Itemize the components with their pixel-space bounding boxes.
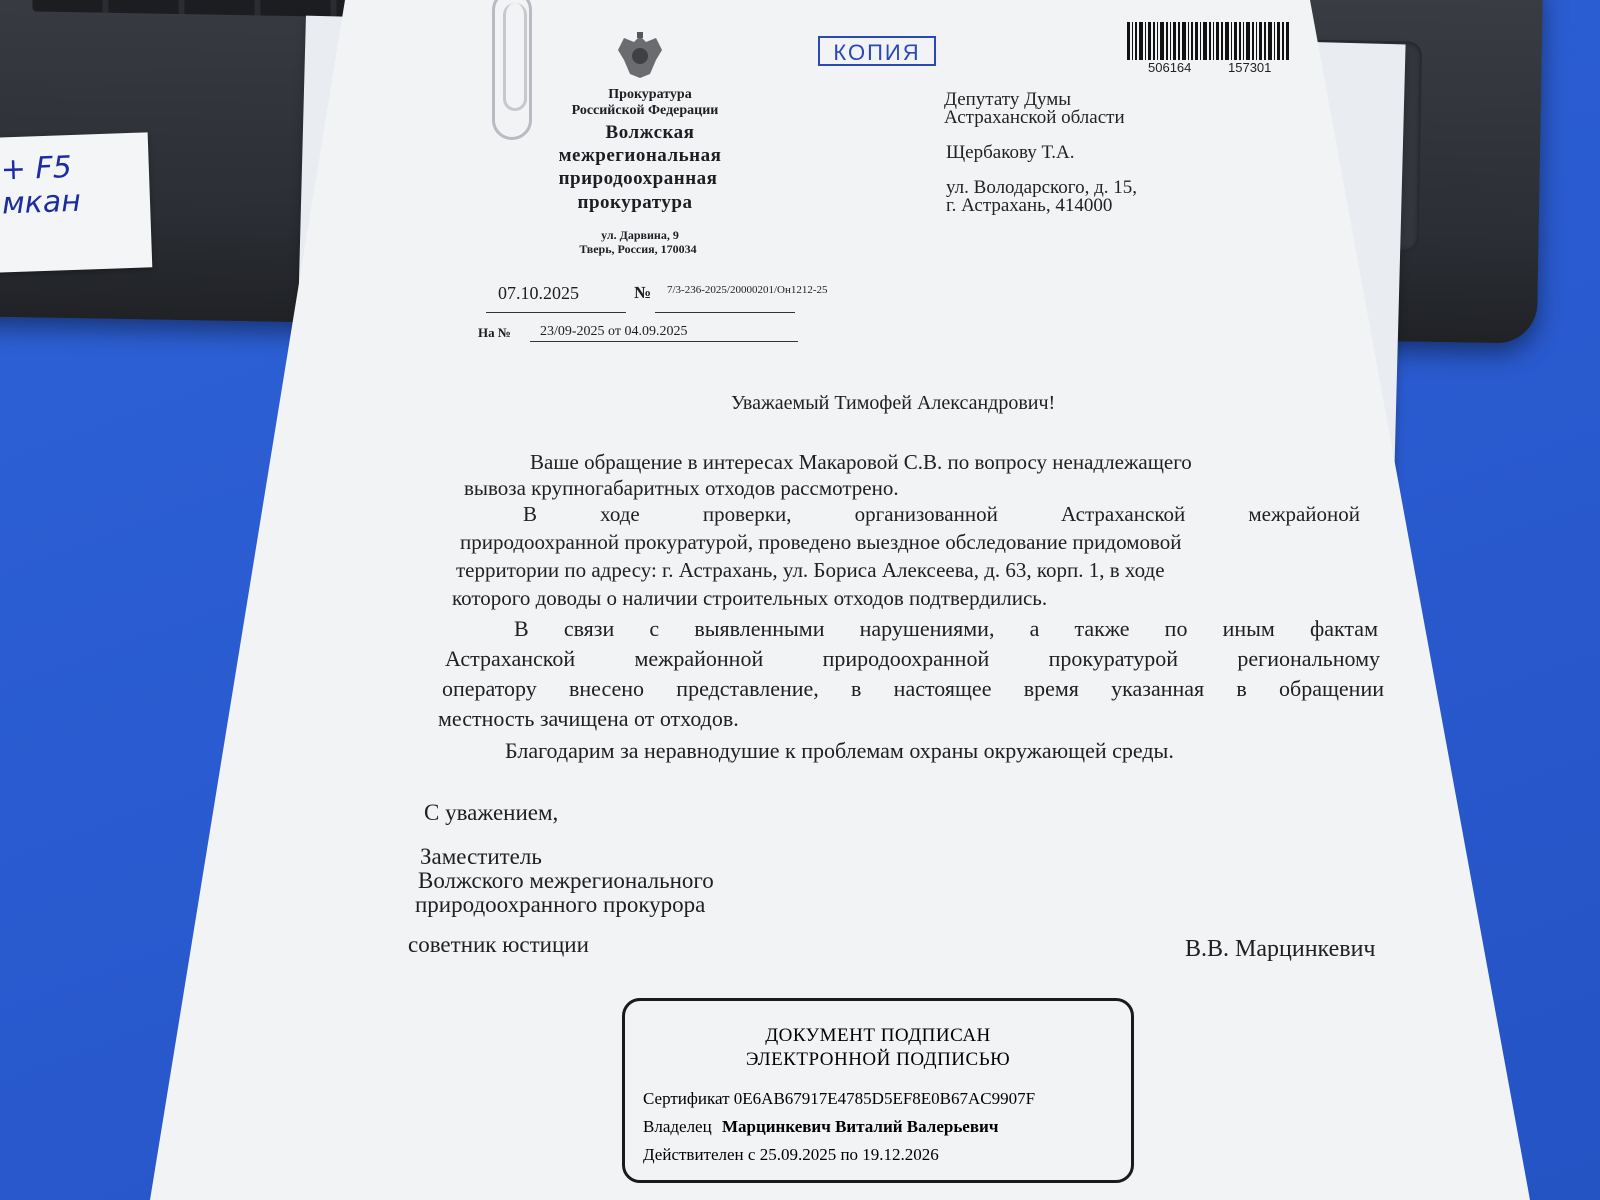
signer-rank: советник юстиции bbox=[408, 932, 589, 957]
letter-line: Астраханской межрайонной природоохранной прокуратурой региональному bbox=[445, 646, 1380, 671]
stamp-owner-label: Владелец bbox=[643, 1117, 712, 1136]
org-line-1: Прокуратура bbox=[608, 87, 692, 102]
signature-stamp bbox=[622, 998, 1134, 1183]
recipient-line-2: Астраханской области bbox=[944, 107, 1125, 128]
stamp-owner-name: Марцинкевич Виталий Валерьевич bbox=[721, 1117, 999, 1136]
letter-line: местность зачищена от отходов. bbox=[438, 706, 739, 731]
number-underline bbox=[655, 312, 795, 313]
letter-line: В связи с выявленными нарушениями, а также по иным фактам bbox=[514, 616, 1378, 641]
greeting: Уважаемый Тимофей Александрович! bbox=[731, 392, 1056, 414]
signer-title-2: Волжского межрегионального bbox=[418, 868, 714, 893]
org-address-2: Тверь, Россия, 170034 bbox=[579, 242, 697, 256]
signer-name: В.В. Марцинкевич bbox=[1185, 936, 1376, 962]
laptop-keys bbox=[32, 0, 352, 17]
letter-date: 07.10.2025 bbox=[498, 283, 579, 303]
org-line-5: природоохранная bbox=[558, 168, 718, 189]
date-underline bbox=[486, 312, 626, 313]
barcode-number-right: 157301 bbox=[1228, 60, 1272, 75]
stamp-validity: Действителен с 25.09.2025 по 19.12.2026 bbox=[643, 1145, 939, 1164]
org-address-1: ул. Дарвина, 9 bbox=[601, 228, 679, 242]
sticky-note-text: + F5 мкан bbox=[0, 149, 82, 222]
org-line-3: Волжская bbox=[605, 122, 695, 143]
recipient-address-2: г. Астрахань, 414000 bbox=[946, 195, 1113, 216]
letter-line: которого доводы о наличии строительных отходов подтвердились. bbox=[452, 586, 1048, 610]
org-line-2: Российской Федерации bbox=[571, 103, 719, 118]
reply-underline bbox=[530, 341, 798, 342]
recipient-name: Щербакову Т.А. bbox=[946, 142, 1075, 163]
letter-line: вывоза крупногабаритных отходов рассмотрено. bbox=[464, 476, 899, 500]
number-label: № bbox=[634, 283, 652, 302]
signer-title-3: природоохранного прокурора bbox=[415, 892, 706, 917]
letter-line: В ходе проверки, организованной Астраханской межрайоной bbox=[523, 502, 1360, 526]
copy-stamp: КОПИЯ bbox=[818, 36, 936, 66]
letter-line: Ваше обращение в интересах Макаровой С.В. по вопросу ненадлежащего bbox=[530, 450, 1192, 474]
letter-line: Благодарим за неравнодушие к проблемам охраны окружающей среды. bbox=[505, 738, 1174, 763]
barcode-icon bbox=[1127, 22, 1289, 64]
stamp-owner bbox=[643, 1117, 998, 1137]
recipient-line-1: Депутату Думы bbox=[944, 89, 1072, 110]
stamp-certificate: Сертификат 0E6AB67917E4785D5EF8E0B67AC9907F bbox=[643, 1089, 1036, 1108]
sticky-note bbox=[0, 132, 152, 272]
letter-line: территории по адресу: г. Астрахань, ул. Бориса Алексеева, д. 63, корп. 1, в ходе bbox=[456, 558, 1165, 582]
stamp-title-1: ДОКУМЕНТ ПОДПИСАН bbox=[765, 1025, 991, 1046]
barcode-number-left: 506164 bbox=[1148, 60, 1192, 75]
closing: С уважением, bbox=[424, 800, 559, 825]
letter-line: природоохранной прокуратурой, проведено выездное обследование придомовой bbox=[460, 530, 1182, 554]
org-line-6: прокуратура bbox=[577, 192, 693, 213]
letter-line: оператору внесено представление, в настоящее время указанная в обращении bbox=[442, 676, 1384, 701]
letter-number: 7/3-236-2025/20000201/Он1212-25 bbox=[667, 284, 828, 296]
reply-to: 23/09-2025 от 04.09.2025 bbox=[540, 324, 688, 339]
signer-title-1: Заместитель bbox=[420, 844, 542, 869]
org-line-4: межрегиональная bbox=[558, 145, 722, 166]
recipient-address-1: ул. Володарского, д. 15, bbox=[946, 177, 1138, 198]
stamp-title-2: ЭЛЕКТРОННОЙ ПОДПИСЬЮ bbox=[745, 1049, 1011, 1070]
coat-of-arms-icon bbox=[612, 30, 668, 80]
reply-label: На № bbox=[478, 325, 511, 340]
